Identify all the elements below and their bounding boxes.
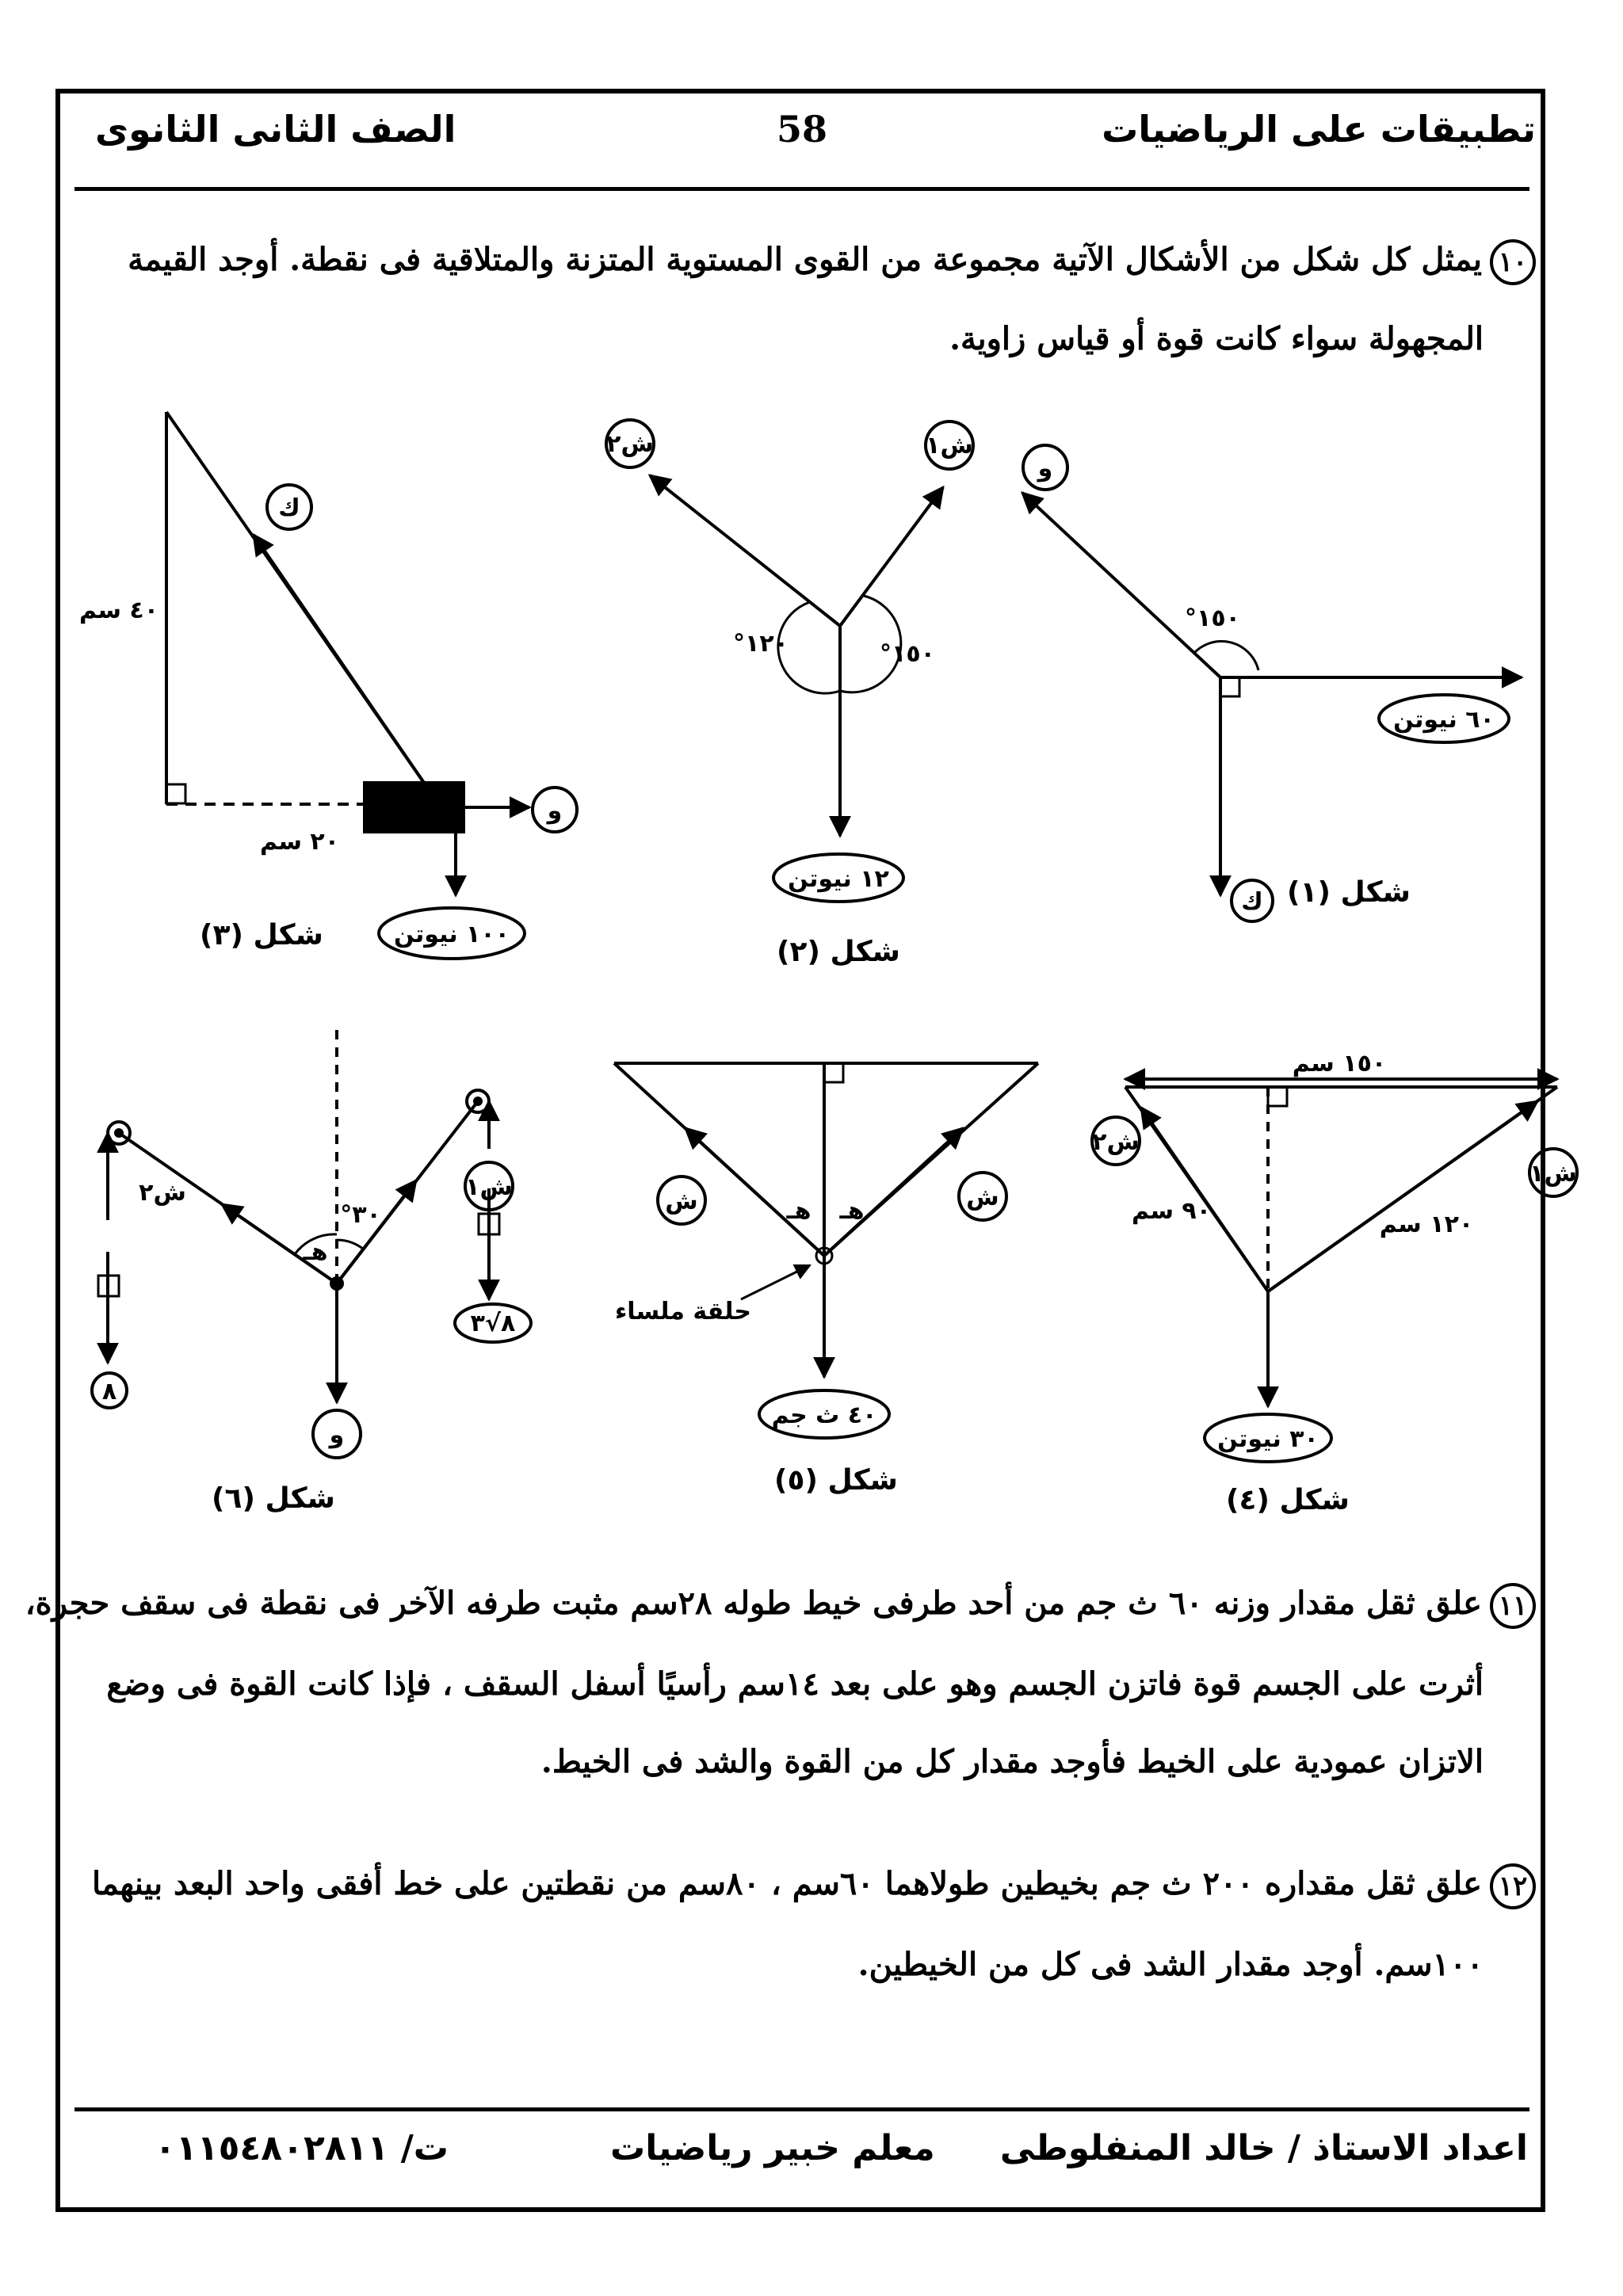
q12-line2: ١٠٠سم. أوجد مقدار الشد فى كل من الخيطين.: [857, 1946, 1484, 1983]
header-grade: الصف الثانى الثانوى: [95, 108, 456, 151]
fig1-caption: شكل (١): [1287, 876, 1411, 909]
q12-number: ١٢: [1490, 1863, 1536, 1909]
fig2-label-angle-right: ١٥٠°: [880, 640, 935, 668]
footer-phone: ت/ ٠١١٥٤٨٠٢٨١١: [155, 2128, 449, 2168]
fig5-label-angle-right: هـ: [839, 1197, 865, 1225]
footer-author: اعداد الاستاذ / خالد المنفلوطى: [999, 2128, 1528, 2168]
fig6-label-30: ٣٠°: [340, 1201, 381, 1229]
fig4-label-sh1: ش١: [1529, 1160, 1577, 1188]
fig5-label-right: ش: [966, 1184, 999, 1211]
fig2-label-angle-left: ١٢٠°: [733, 630, 789, 658]
header-subject: تطبيقات على الرياضيات: [1102, 108, 1536, 151]
fig5-label-weight: ٤٠ ث جم: [771, 1402, 877, 1429]
fig1-label-k: ك: [1241, 888, 1263, 916]
q10-line2: المجهولة سواء كانت قوة أو قياس زاوية.: [949, 320, 1484, 357]
q11-text1: علق ثقل مقدار وزنه ٦٠ ث جم من أحد طرفى خيط طوله ٢٨سم مثبت طرفه الآخر فى نقطة فى سقف حجرة،: [25, 1585, 1482, 1622]
fig4-label-top: ١٥٠ سم: [1292, 1050, 1387, 1077]
figure-3: [166, 412, 577, 959]
fig3-label-width: ٢٠ سم: [259, 828, 340, 856]
fig3-block: [365, 783, 464, 832]
fig4-label-right: ١٢٠ سم: [1379, 1211, 1474, 1238]
fig1-label-angle: ١٥٠°: [1185, 605, 1240, 632]
fig1-label-60: ٦٠ نيوتن: [1393, 706, 1495, 734]
fig6-caption: شكل (٦): [212, 1482, 335, 1515]
footer-title: معلم خبير رياضيات: [610, 2128, 935, 2168]
footer-rule: [74, 2107, 1529, 2111]
fig5-label-angle-left: هـ: [786, 1197, 812, 1225]
q11-line2: أثرت على الجسم قوة فاتزن الجسم وهو على بعد ١٤سم رأسيًا أسفل السقف ، فإذا كانت القوة فى وضع: [106, 1665, 1484, 1703]
fig2-label-12: ١٢ نيوتن: [788, 865, 889, 893]
fig3-caption: شكل (٣): [200, 919, 323, 952]
fig6-label-weight-right: ٨√٣: [470, 1310, 516, 1337]
fig4-caption: شكل (٤): [1226, 1484, 1350, 1516]
fig3-label-k: ك: [278, 494, 300, 522]
fig3-force-k: [254, 535, 424, 783]
fig2-force-sh1: [840, 487, 943, 626]
fig1-force-w: [1022, 493, 1220, 677]
fig4-force-sh1: [1268, 1101, 1537, 1291]
fig6-label-sh2: ش٢: [139, 1179, 186, 1207]
fig3-label-weight: ١٠٠ نيوتن: [394, 921, 510, 948]
fig2-label-sh1: ش١: [926, 432, 973, 460]
fig5-label-ring: حلقة ملساء: [614, 1298, 752, 1325]
fig6-label-sh1: ش١: [465, 1173, 513, 1201]
fig1-label-w: و: [1037, 455, 1053, 482]
q10-number: ١٠: [1490, 239, 1536, 285]
fig3-label-height: ٤٠ سم: [78, 597, 159, 624]
q11-line3: الاتزان عمودية على الخيط فأوجد مقدار كل من القوة والشد فى الخيط.: [540, 1743, 1484, 1780]
fig6-label-weight-left: ٨: [101, 1378, 117, 1405]
q11-line1: [25, 1583, 1536, 1629]
q10-text1: يمثل كل شكل من الأشكال الآتية مجموعة من القوى المستوية المتزنة والمتلاقية فى نقطة. أوجد القيمة: [128, 241, 1482, 278]
fig5-caption: شكل (٥): [774, 1464, 898, 1497]
q12-text1: علق ثقل مقداره ٢٠٠ ث جم بخيطين طولاهما ٦٠سم ، ٨٠سم من نقطتين على خط أفقى واحد البعد بينهما: [92, 1865, 1482, 1902]
fig6-label-h: هـ: [303, 1238, 328, 1266]
fig2-label-sh2: ش٢: [606, 430, 654, 458]
q12-line1: [92, 1863, 1536, 1909]
fig5-label-left: ش: [665, 1188, 698, 1215]
fig2-force-sh2: [650, 475, 840, 626]
fig3-label-w: و: [547, 797, 563, 825]
fig6-force-sh1: [337, 1180, 416, 1283]
figure-1: [1022, 445, 1522, 921]
figure-4: [1092, 1079, 1577, 1462]
fig4-label-weight: ٣٠ نيوتن: [1217, 1425, 1319, 1453]
fig2-caption: شكل (٢): [777, 936, 900, 968]
fig4-label-left: ٩٠ سم: [1131, 1197, 1212, 1225]
page-number: 58: [777, 108, 828, 151]
fig6-label-w: و: [329, 1421, 345, 1449]
figure-5: [614, 1063, 1038, 1438]
fig4-label-sh2: ش٢: [1092, 1128, 1140, 1156]
q11-number: ١١: [1490, 1583, 1536, 1629]
